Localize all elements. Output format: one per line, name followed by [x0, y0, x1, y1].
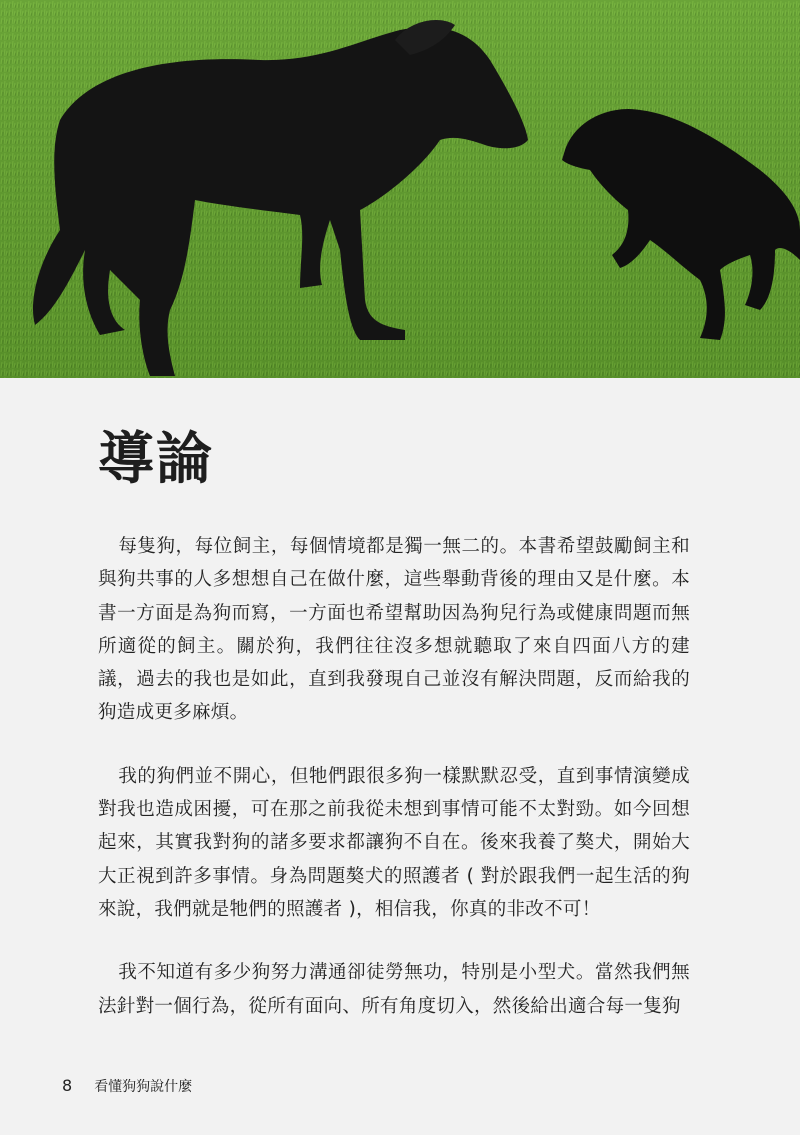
body-text — [98, 530, 690, 1053]
paragraph: 我不知道有多少狗努力溝通卻徒勞無功，特別是小型犬。當然我們無法針對一個行為，從所有面向、所有角度切入，然後給出適合每一隻狗 — [98, 962, 690, 1017]
paragraph: 我的狗們並不開心，但牠們跟很多狗一樣默默忍受，直到事情演變成對我也造成困擾，可在那之前我從未想到事情可能不太對勁。如今回想起來，其實我對狗的諸多要求都讓狗不自在。後來我養了獒犬，開始大大正視到許多事情。身為問題獒犬的照護者 ( 對於跟我們一起生活的狗來說，我們就是牠們的照護者 )，相信我，你真的非改不可！ — [98, 765, 690, 920]
dogs-on-grass-illustration — [0, 0, 800, 378]
chapter-title: 導論 — [98, 427, 214, 492]
page-number: 8 — [62, 1076, 73, 1095]
dogs-photo — [0, 0, 800, 378]
paragraph: 每隻狗，每位飼主，每個情境都是獨一無二的。本書希望鼓勵飼主和與狗共事的人多想想自己在做什麼，這些舉動背後的理由又是什麼。本書一方面是為狗而寫，一方面也希望幫助因為狗兒行為或健康問題而無所適從的飼主。關於狗，我們往往沒多想就聽取了來自四面八方的建議，過去的我也是如此，直到我發現自己並沒有解決問題，反而給我的狗造成更多麻煩。 — [98, 536, 690, 724]
running-book-title: 看懂狗狗說什麼 — [94, 1079, 193, 1095]
page-footer — [62, 1076, 192, 1096]
